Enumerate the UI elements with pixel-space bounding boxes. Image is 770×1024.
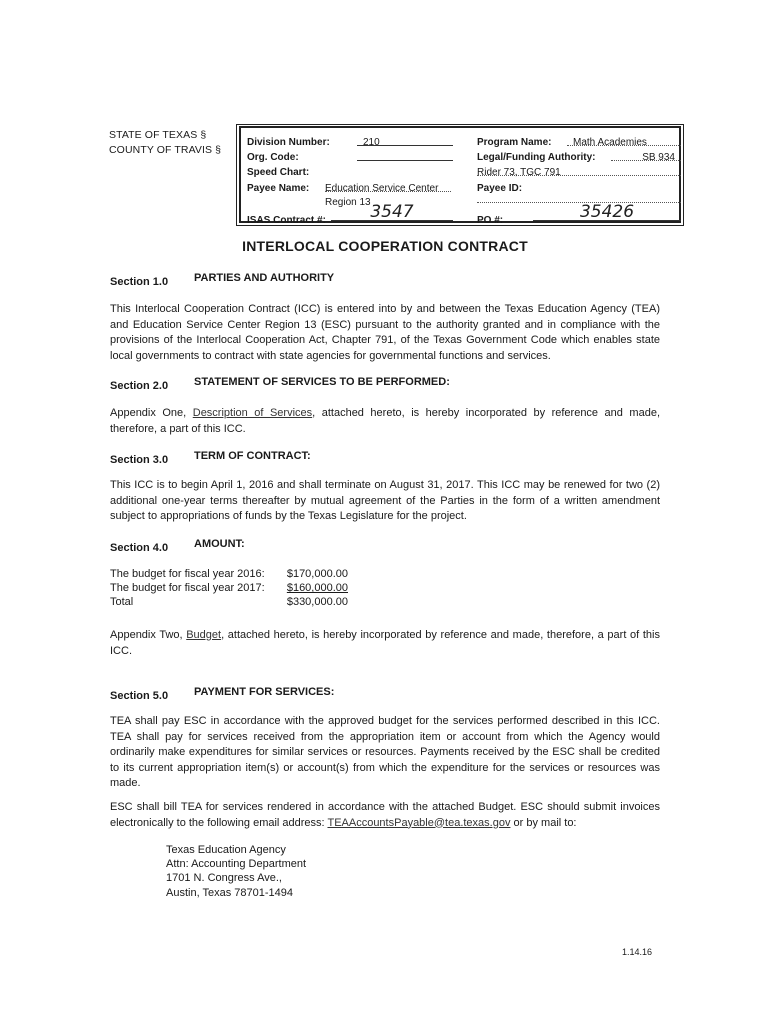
isas-contract-label: ISAS Contract #: <box>247 215 326 226</box>
budget-row <box>110 595 348 609</box>
section-4-body <box>110 628 660 659</box>
budget-row-amount: $170,000.00 <box>286 568 348 580</box>
payee-id-label: Payee ID: <box>477 183 523 194</box>
section-4-title: AMOUNT: <box>194 538 245 550</box>
section-3-heading <box>110 450 311 468</box>
address-line: 1701 N. Congress Ave., <box>166 872 282 885</box>
section-3-title: TERM OF CONTRACT: <box>194 450 311 462</box>
section-2-body <box>110 406 660 437</box>
venue-county: COUNTY OF TRAVIS § <box>109 143 222 156</box>
venue-state: STATE OF TEXAS § <box>109 129 207 141</box>
section-2-number: Section 2.0 <box>110 380 169 392</box>
section-5-body-2-post: or by mail to: <box>510 816 577 829</box>
isas-contract-value: 3547 <box>370 202 414 222</box>
venue-block <box>109 128 221 157</box>
contract-info-box-inner <box>239 126 681 226</box>
legal-funding-authority-value: SB 934 <box>642 152 675 163</box>
budget-row <box>110 581 348 595</box>
section-1-body: This Interlocal Cooperation Contract (ICC) is entered into by and between the Texas Education Agency (TEA) and Education Service Center Region 13 (ESC) pursuant to the authority granted and in compliance with the provisions of the Interlocal Cooperation Act, Chapter 791, of the Texas Government Code which enables state local governments to contract with state agencies for governmental functions and services. <box>110 303 660 362</box>
section-2-body-pre: Appendix One, <box>110 407 193 419</box>
section-5-number: Section 5.0 <box>110 690 169 702</box>
section-2-title: STATEMENT OF SERVICES TO BE PERFORMED: <box>194 376 450 388</box>
section-4-body-post: , attached hereto, is hereby incorporated by reference and made, therefore, a part of this ICC. <box>110 629 660 657</box>
section-3-body: This ICC is to begin April 1, 2016 and shall terminate on August 31, 2017. This ICC may be renewed for two (2) additional one-year terms thereafter by mutual agreement of the Parties in the form of a written amendment subject to appropriations of funds by the Texas Legislature for the project. <box>110 479 660 522</box>
rider-value: Rider 73, TGC 791 <box>477 167 561 178</box>
org-code-blank <box>357 147 453 161</box>
section-2-body-post: , attached hereto, is hereby incorporated by reference and made, therefore, a part of this ICC. <box>110 407 660 435</box>
payee-name-line2: Region 13 <box>325 197 371 208</box>
email-address-link[interactable]: TEAAccountsPayable@tea.texas.gov <box>327 816 511 829</box>
section-1-number: Section 1.0 <box>110 276 169 288</box>
section-2-heading <box>110 376 450 394</box>
program-name-label: Program Name: <box>477 137 552 148</box>
budget-link[interactable]: Budget <box>186 629 222 641</box>
section-5-body-2 <box>110 800 660 831</box>
mailing-address <box>166 843 306 900</box>
address-line: Attn: Accounting Department <box>166 858 307 871</box>
legal-funding-authority-label: Legal/Funding Authority: <box>477 152 596 163</box>
budget-table <box>110 567 348 609</box>
section-3-number: Section 3.0 <box>110 454 169 466</box>
section-5-body-2-pre: ESC shall bill TEA for services rendered in accordance with the attached Budget. ESC should submit invoices electronically to the following email address: <box>110 801 660 829</box>
section-5-title: PAYMENT FOR SERVICES: <box>194 686 335 698</box>
section-4-body-pre: Appendix Two, <box>110 629 187 641</box>
payee-name-label: Payee Name: <box>247 183 310 194</box>
section-1-heading <box>110 272 335 290</box>
budget-row-label: Total <box>110 596 134 608</box>
org-code-label: Org. Code: <box>247 152 299 163</box>
division-number-label: Division Number: <box>247 137 330 148</box>
speed-chart-label: Speed Chart: <box>247 167 310 178</box>
budget-row <box>110 567 348 581</box>
section-1-title: PARTIES AND AUTHORITY <box>194 272 335 284</box>
division-number-value: 210 <box>363 137 380 148</box>
description-of-services-link[interactable]: Description of Services <box>192 407 313 419</box>
address-line: Texas Education Agency <box>166 844 286 856</box>
budget-row-amount: $160,000.00 <box>286 582 348 594</box>
footer-date: 1.14.16 <box>622 947 653 957</box>
po-number-label: PO #: <box>477 215 504 226</box>
budget-row-amount: $330,000.00 <box>286 596 348 608</box>
budget-row-label: The budget for fiscal year 2017: <box>110 582 265 594</box>
program-name-value: Math Academies <box>573 137 647 148</box>
section-5-heading <box>110 686 335 704</box>
contract-info-box <box>236 124 684 226</box>
payee-name-line1: Education Service Center <box>325 183 439 194</box>
address-line: Austin, Texas 78701-1494 <box>166 886 293 899</box>
budget-row-label: The budget for fiscal year 2016: <box>110 568 265 580</box>
section-4-heading <box>110 538 245 556</box>
section-4-number: Section 4.0 <box>110 542 169 554</box>
po-number-value: 35426 <box>579 202 635 222</box>
document-title: INTERLOCAL COOPERATION CONTRACT <box>242 238 528 254</box>
section-5-body-1: TEA shall pay ESC in accordance with the approved budget for the services performed described in this ICC. TEA shall pay for services received from the appropriation item or account from which the Agency would ordinarily make expenditures for similar services or resources. Payments received by the ESC shall be credited to its current appropriation item(s) or account(s) from which the expenditure for the services or resources was made. <box>110 715 660 789</box>
